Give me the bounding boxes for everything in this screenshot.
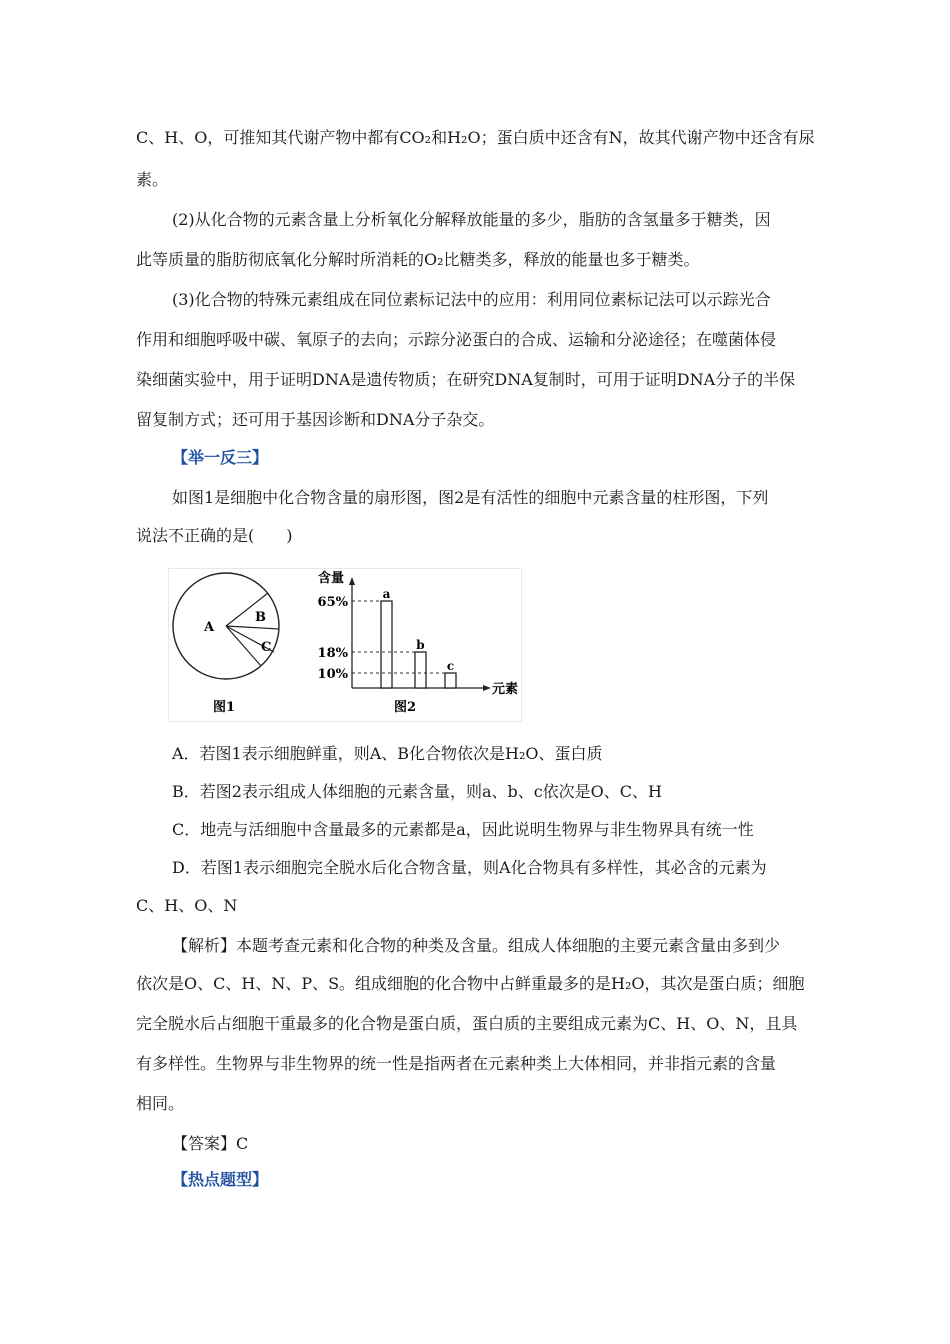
- paragraph-line: 留复制方式；还可用于基因诊断和DNA分子杂交。: [136, 410, 495, 429]
- figure-2-caption: 图2: [394, 700, 417, 715]
- y-axis-label: 含量: [318, 571, 345, 586]
- analysis-line: 依次是O、C、H、N、P、S。组成细胞的化合物中占鲜重最多的是H₂O，其次是蛋白质；细胞: [136, 974, 805, 993]
- pie-label-b: B: [255, 610, 266, 625]
- bar-label-b: b: [416, 638, 425, 652]
- analysis-line: 【解析】本题考查元素和化合物的种类及含量。组成人体细胞的主要元素含量由多到少: [172, 936, 781, 955]
- paragraph-line: (2)从化合物的元素含量上分析氧化分解释放能量的多少，脂肪的含氢量多于糖类，因: [172, 210, 771, 229]
- section-heading: 【热点题型】: [172, 1170, 269, 1189]
- option-a: A．若图1表示细胞鲜重，则A、B化合物依次是H₂O、蛋白质: [172, 744, 603, 763]
- paragraph-line: 此等质量的脂肪彻底氧化分解时所消耗的O₂比糖类多，释放的能量也多于糖类。: [136, 250, 700, 269]
- option-c: C．地壳与活细胞中含量最多的元素都是a，因此说明生物界与非生物界具有统一性: [172, 820, 754, 839]
- analysis-line: 完全脱水后占细胞干重最多的化合物是蛋白质，蛋白质的主要组成元素为C、H、O、N，且具: [136, 1014, 798, 1033]
- bar-a: [381, 601, 392, 688]
- bar-c: [445, 673, 456, 688]
- option-b: B．若图2表示组成人体细胞的元素含量，则a、b、c依次是O、C、H: [172, 782, 662, 801]
- analysis-line: 相同。: [136, 1094, 185, 1113]
- figure-1-caption: 图1: [213, 700, 236, 715]
- y-tick-label: 10%: [317, 667, 348, 682]
- analysis-line: 有多样性。生物界与非生物界的统一性是指两者在元素种类上大体相同，并非指元素的含量: [136, 1054, 777, 1073]
- bar-b: [415, 652, 426, 688]
- paragraph-line: 作用和细胞呼吸中碳、氧原子的去向；示踪分泌蛋白的合成、运输和分泌途径；在噬菌体侵: [136, 330, 777, 349]
- y-tick-label: 65%: [317, 595, 348, 610]
- paragraph-line: 素。: [136, 170, 169, 189]
- y-tick-label: 18%: [317, 646, 348, 661]
- figure: [168, 568, 522, 722]
- option-d: D．若图1表示细胞完全脱水后化合物含量，则A化合物具有多样性，其必含的元素为: [172, 858, 767, 877]
- answer: 【答案】C: [172, 1134, 249, 1153]
- paragraph-line: 染细菌实验中，用于证明DNA是遗传物质；在研究DNA复制时，可用于证明DNA分子的半保: [136, 370, 796, 389]
- pie-label-c: C: [261, 640, 272, 655]
- section-heading: 【举一反三】: [172, 448, 269, 467]
- bar-label-c: c: [446, 659, 455, 673]
- question-line: 说法不正确的是( ): [136, 526, 293, 545]
- question-line: 如图1是细胞中化合物含量的扇形图，图2是有活性的细胞中元素含量的柱形图，下列: [172, 488, 769, 507]
- paragraph-line: C、H、O，可推知其代谢产物中都有CO₂和H₂O；蛋白质中还含有N，故其代谢产物中还含有尿: [136, 128, 815, 147]
- option-d-continued: C、H、O、N: [136, 896, 238, 915]
- pie-label-a: A: [204, 620, 215, 635]
- x-axis-label: 元素: [492, 682, 519, 697]
- paragraph-line: (3)化合物的特殊元素组成在同位素标记法中的应用：利用同位素标记法可以示踪光合: [172, 290, 771, 309]
- bar-label-a: a: [382, 587, 391, 601]
